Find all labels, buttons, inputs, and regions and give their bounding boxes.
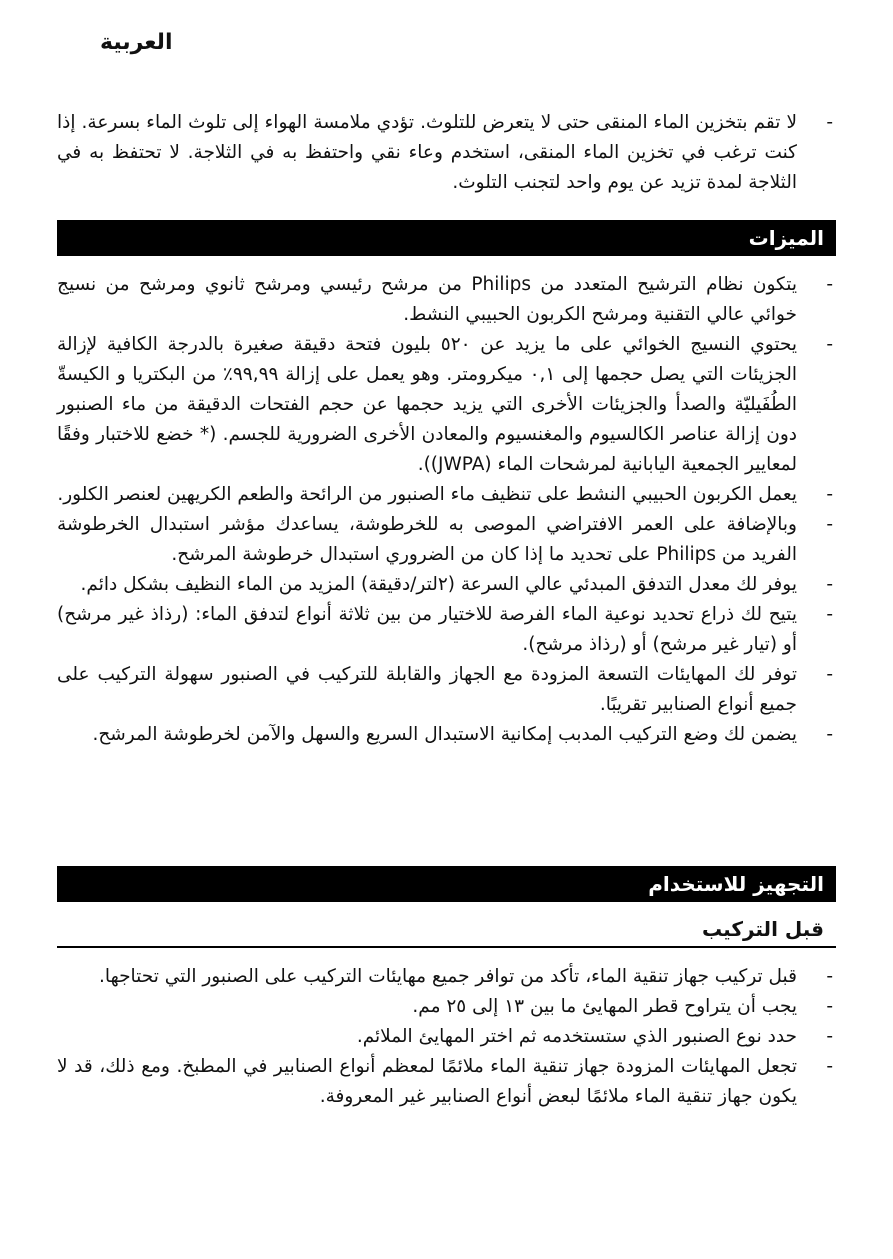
preparation-list: [57, 962, 837, 1112]
list-item-text: تجعل المهايئات المزودة جهاز تنقية الماء ملائمًا لمعظم أنواع الصنابير في المطبخ. ومع ذلك، قد لا يكون جهاز تنقية الماء ملائمًا لبعض أنواع الصنابير غير المعروفة.: [57, 1056, 797, 1107]
list-item-text: حدد نوع الصنبور الذي ستستخدمه ثم اختر المهايئ الملائم.: [356, 1026, 797, 1047]
list-item: [57, 962, 837, 992]
list-item: [57, 992, 837, 1022]
list-item: [57, 570, 837, 600]
list-item-text: يجب أن يتراوح قطر المهايئ ما بين ١٣ إلى ٢٥ مم.: [412, 996, 797, 1017]
list-item-text: يحتوي النسيج الخوائي على ما يزيد عن ٥٢٠ بليون فتحة دقيقة صغيرة بالدرجة الكافية لإزالة الجزيئات التي يصل حجمها إلى ٠,١ ميكرومتر. وهو يعمل على إزالة ٩٩,٩٩٪ من البكتريا و الكيسةّ الطُفَيليّة والصدأ والجزيئات الأخرى التي يزيد حجمها عن حجم الفتحات الدقيقة من ماء الصنبور دون إزالة عناصر الكالسيوم والمغنسيوم والمعادن الأخرى الضرورية للجسم. (* خضع للاختبار وفقًا لمعايير الجمعية اليابانية لمرشحات الماء (JWPA)).: [57, 334, 797, 475]
list-item: [57, 108, 837, 198]
bullet-dash: -: [826, 514, 833, 535]
bullet-dash: -: [826, 604, 833, 625]
intro-section: [57, 108, 837, 198]
bullet-dash: -: [826, 664, 833, 685]
preparation-section: [57, 962, 837, 1112]
list-item-text: توفر لك المهايئات التسعة المزودة مع الجهاز والقابلة للتركيب في الصنبور سهولة التركيب على جميع أنواع الصنابير تقريبًا.: [57, 664, 797, 715]
section-header-features: الميزات: [57, 220, 836, 256]
list-item-text: يضمن لك وضع التركيب المدبب إمكانية الاستبدال السريع والسهل والآمن لخرطوشة المرشح.: [92, 724, 797, 745]
bullet-dash: -: [826, 1026, 833, 1047]
list-item: [57, 330, 837, 480]
bullet-dash: -: [826, 484, 833, 505]
bullet-dash: -: [826, 1056, 833, 1077]
intro-list: [57, 108, 837, 198]
bullet-dash: -: [826, 274, 833, 295]
list-item-text: يعمل الكربون الحبيبي النشط على تنظيف ماء الصنبور من الرائحة والطعم الكريهين لعنصر الكلور.: [57, 484, 797, 505]
list-item-text: لا تقم بتخزين الماء المنقى حتى لا يتعرض للتلوث. تؤدي ملامسة الهواء إلى تلوث الماء بسرعة. إذا كنت ترغب في تخزين الماء المنقى، استخدم وعاء نقي واحتفظ به في الثلاجة. لا تحتفظ به في الثلاجة لمدة تزيد عن يوم واحد لتجنب التلوث.: [57, 112, 797, 193]
subsection-header-before-installation: قبل التركيب: [57, 914, 836, 948]
features-section: [57, 270, 837, 750]
list-item-text: يتيح لك ذراع تحديد نوعية الماء الفرصة للاختيار من بين ثلاثة أنواع لتدفق الماء: (رذاذ غير مرشح) أو (تيار غير مرشح) أو (رذاذ مرشح).: [57, 604, 797, 655]
list-item: [57, 480, 837, 510]
features-list: [57, 270, 837, 750]
list-item-text: وبالإضافة على العمر الافتراضي الموصى به للخرطوشة، يساعدك مؤشر استبدال الخرطوشة الفريد من Philips على تحديد ما إذا كان من الضروري استبدال خرطوشة المرشح.: [57, 514, 797, 565]
list-item: [57, 1052, 837, 1112]
bullet-dash: -: [826, 966, 833, 987]
language-title: العربية: [100, 30, 173, 55]
list-item-text: قبل تركيب جهاز تنقية الماء، تأكد من توافر جميع مهايئات التركيب على الصنبور التي تحتاجها.: [99, 966, 797, 987]
list-item: [57, 270, 837, 330]
list-item: [57, 660, 837, 720]
list-item-text: يوفر لك معدل التدفق المبدئي عالي السرعة (٢لتر/دقيقة) المزيد من الماء النظيف بشكل دائم.: [80, 574, 797, 595]
list-item: [57, 510, 837, 570]
bullet-dash: -: [826, 724, 833, 745]
bullet-dash: -: [826, 574, 833, 595]
bullet-dash: -: [826, 996, 833, 1017]
bullet-dash: -: [826, 334, 833, 355]
section-header-preparation: التجهيز للاستخدام: [57, 866, 836, 902]
bullet-dash: -: [826, 112, 833, 133]
list-item: [57, 600, 837, 660]
list-item: [57, 720, 837, 750]
list-item-text: يتكون نظام الترشيح المتعدد من Philips من مرشح رئيسي ومرشح ثانوي ومرشح من نسيج خوائي عالي التقنية ومرشح الكربون الحبيبي النشط.: [57, 274, 797, 325]
list-item: [57, 1022, 837, 1052]
